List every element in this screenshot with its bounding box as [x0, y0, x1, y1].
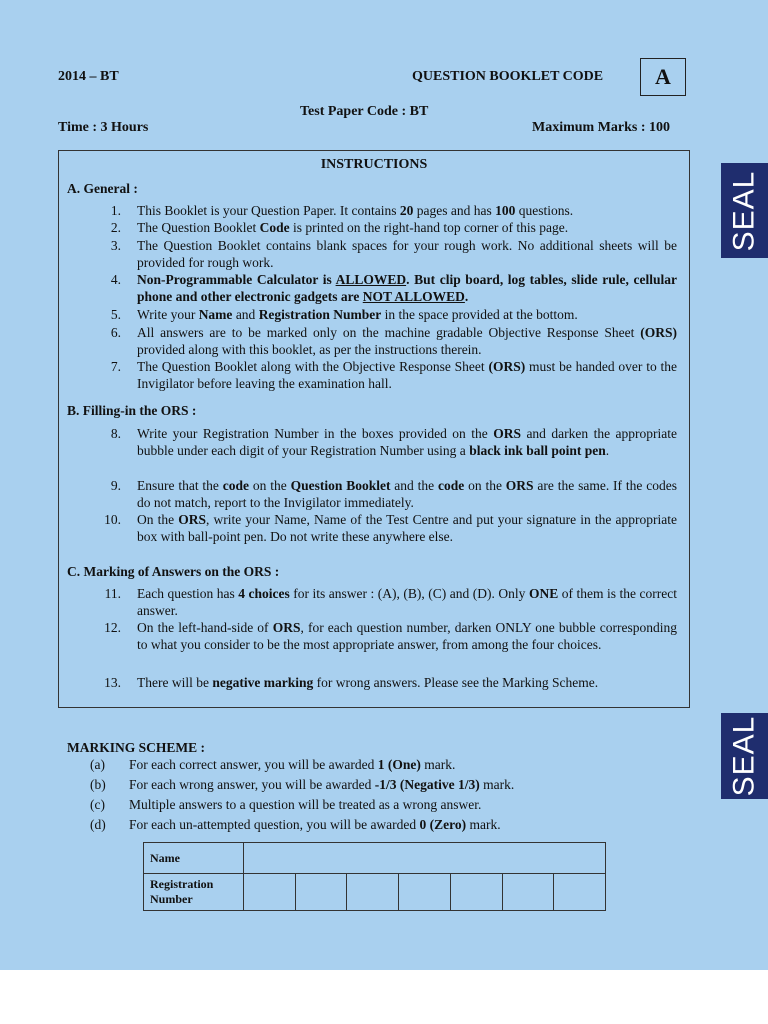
text-run: ORS [178, 512, 207, 527]
seal-badge-bottom [721, 713, 768, 799]
instruction-number: 7. [110, 359, 121, 374]
text-run: Code [259, 220, 290, 235]
seal-text: SEAL [727, 170, 761, 251]
marking-scheme-text [129, 817, 501, 833]
instruction-text [137, 477, 677, 511]
booklet-code-label: QUESTION BOOKLET CODE [412, 69, 604, 84]
text-run: pages and has [413, 203, 496, 218]
registration-digit-box[interactable] [502, 874, 554, 911]
text-run: The Question Booklet contains blank spaces for your rough work. No additional sheets will be provided for rough work. [137, 238, 677, 270]
text-run: ONE [528, 586, 559, 601]
text-run: of them is the correct answer. [137, 586, 677, 618]
text-run: 100 [495, 203, 516, 218]
registration-digit-box[interactable] [295, 874, 347, 911]
instruction-number: 4. [110, 272, 121, 287]
text-run: mark. [420, 757, 456, 772]
name-field[interactable] [244, 843, 606, 874]
text-run: , for each question number, darken ONLY one bubble corresponding to what you consider to be the most appropriate answer, from among the four choices. [137, 620, 677, 652]
text-run: for wrong answers. Please see the Marking Scheme. [313, 675, 599, 690]
text-run: mark. [479, 777, 515, 792]
text-run: For each un-attempted question, you will be awarded [129, 817, 420, 832]
text-run: Non-Programmable Calculator is [137, 272, 336, 287]
text-run: (ORS) [488, 359, 526, 374]
text-run: On the [137, 512, 179, 527]
text-run: for its answer : (A), (B), (C) and (D). Only [289, 586, 529, 601]
text-run: (ORS) [640, 325, 677, 340]
text-run: Question Booklet [290, 478, 391, 493]
text-run: For each wrong answer, you will be awarded [129, 777, 375, 792]
name-label: Name [144, 843, 244, 874]
instructions-box [58, 150, 690, 708]
instruction-number: 9. [110, 478, 121, 493]
text-run: Each question has [137, 586, 239, 601]
marking-scheme-text [129, 757, 455, 773]
text-run: questions. [515, 203, 574, 218]
instruction-text [137, 619, 677, 653]
instruction-text [137, 358, 677, 392]
exam-code: 2014 – BT [58, 69, 119, 84]
text-run: provided along with this booklet, as per the instructions therein. [137, 342, 482, 357]
instruction-number: 2. [110, 220, 121, 235]
instruction-text [137, 271, 677, 305]
text-run: NOT ALLOWED [362, 289, 465, 304]
instruction-text [137, 324, 677, 358]
instruction-number: 12. [104, 620, 121, 635]
text-run: code [222, 478, 250, 493]
text-run: -1/3 (Negative 1/3) [374, 777, 480, 792]
registration-digit-box[interactable] [347, 874, 399, 911]
text-run: Name [198, 307, 233, 322]
instruction-text [137, 585, 677, 619]
name-registration-form [143, 842, 606, 911]
registration-digit-box[interactable] [244, 874, 296, 911]
section-heading: A. General : [67, 181, 138, 196]
text-run: and [232, 307, 259, 322]
text-run: . [605, 443, 610, 458]
text-run: is printed on the right-hand top corner of this page. [289, 220, 569, 235]
text-run: on the [249, 478, 291, 493]
section-heading: B. Filling-in the ORS : [67, 403, 197, 418]
text-run: The Question Booklet [137, 220, 260, 235]
instructions-title: INSTRUCTIONS [320, 157, 428, 172]
instruction-number: 11. [104, 586, 121, 601]
marking-scheme-key: (d) [90, 817, 106, 832]
registration-label: Registration Number [144, 874, 244, 911]
text-run: negative marking [212, 675, 314, 690]
text-run: Write your Registration Number in the boxes provided on the [137, 426, 494, 441]
instruction-number: 5. [110, 307, 121, 322]
text-run: 20 [399, 203, 414, 218]
instruction-number: 8. [110, 426, 121, 441]
text-run: There will be [137, 675, 213, 690]
text-run: Registration Number [258, 307, 382, 322]
text-run: mark. [466, 817, 501, 832]
text-run: On the left-hand-side of [137, 620, 273, 635]
section-heading: C. Marking of Answers on the ORS : [67, 564, 280, 579]
time-allowed: Time : 3 Hours [58, 120, 149, 135]
text-run: . But clip board, log tables, slide rule, cellular phone and other electronic gadgets are [137, 272, 677, 304]
seal-text: SEAL [727, 715, 761, 797]
instruction-text [137, 219, 677, 236]
marking-scheme-key: (b) [90, 777, 106, 792]
text-run: must be handed over to the Invigilator before leaving the examination hall. [137, 359, 678, 391]
marking-scheme-text [129, 777, 514, 793]
text-run: black ink ball point pen [469, 443, 606, 458]
text-run: code [438, 478, 465, 493]
text-run: This Booklet is your Question Paper. It contains [137, 203, 400, 218]
instruction-text [137, 511, 677, 545]
text-run: ORS [272, 620, 301, 635]
text-run: Ensure that the [137, 478, 223, 493]
text-run: 1 (One) [377, 757, 421, 772]
instruction-text [137, 425, 677, 459]
marking-scheme-key: (a) [90, 757, 105, 772]
instruction-number: 3. [110, 238, 121, 253]
seal-badge-top [721, 163, 768, 258]
booklet-code-box: A [640, 58, 686, 96]
text-run: ORS [493, 426, 521, 441]
instruction-number: 13. [104, 675, 121, 690]
test-paper-code: Test Paper Code : BT [300, 104, 429, 119]
text-run: on the [464, 478, 506, 493]
text-run: For each correct answer, you will be awarded [129, 757, 378, 772]
text-run: and the [390, 478, 438, 493]
text-run: ORS [505, 478, 534, 493]
instruction-text [137, 237, 677, 271]
text-run: All answers are to be marked only on the machine gradable Objective Response Sheet [137, 325, 641, 340]
instruction-number: 10. [104, 512, 121, 527]
text-run: in the space provided at the bottom. [381, 307, 578, 322]
text-run: 4 choices [238, 586, 290, 601]
registration-digit-box[interactable] [450, 874, 502, 911]
text-run: Multiple answers to a question will be treated as a wrong answer. [129, 797, 482, 812]
marking-scheme-title: MARKING SCHEME : [67, 740, 205, 755]
text-run: and darken the appropriate bubble under each digit of your Registration Number using a [137, 426, 677, 458]
instruction-number: 1. [110, 203, 121, 218]
maximum-marks: Maximum Marks : 100 [532, 120, 671, 135]
text-run: are the same. If the codes do not match, report to the Invigilator immediately. [137, 478, 677, 510]
text-run: The Question Booklet along with the Objective Response Sheet [137, 359, 489, 374]
text-run: 0 (Zero) [419, 817, 467, 832]
registration-digit-box[interactable] [554, 874, 606, 911]
instruction-text [137, 306, 677, 323]
text-run: Write your [137, 307, 199, 322]
text-run: , write your Name, Name of the Test Centre and put your signature in the appropriate box with ball-point pen. Do not write these anywhere else. [137, 512, 677, 544]
instruction-text [137, 674, 677, 691]
marking-scheme-text [129, 797, 481, 813]
marking-scheme-key: (c) [90, 797, 105, 812]
instruction-text [137, 202, 677, 219]
registration-digit-box[interactable] [399, 874, 451, 911]
text-run: . [464, 289, 469, 304]
text-run: ALLOWED [335, 272, 407, 287]
instruction-number: 6. [110, 325, 121, 340]
